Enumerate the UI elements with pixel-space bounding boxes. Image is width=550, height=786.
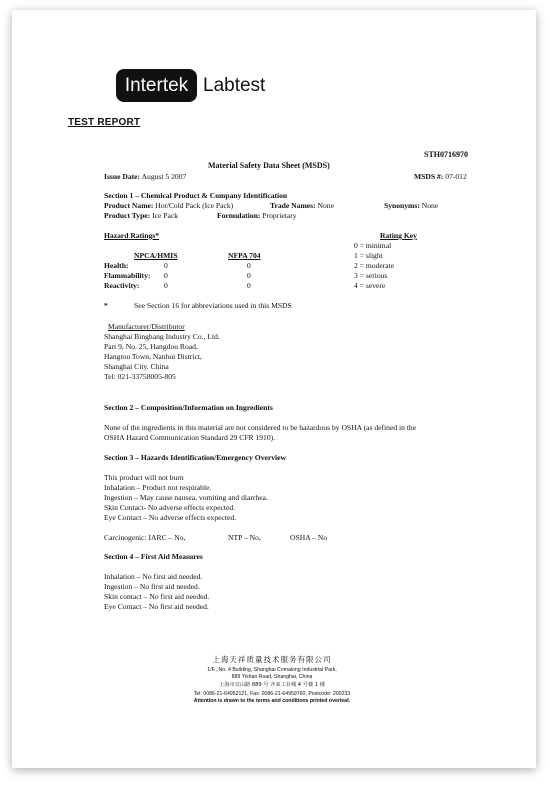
rating-key-heading: Rating Key [380, 231, 417, 240]
hazard-row-npca: 0 [164, 271, 168, 280]
manufacturer-line: Tel: 021-33758005-805 [104, 372, 176, 381]
issue-date: Issue Date: August 5 2007 [104, 172, 187, 181]
section-4-heading: Section 4 – First Aid Measures [104, 552, 203, 561]
section-2-text: None of the ingredients in this material are not considered to be hazardous by OSHA (as defined in the [104, 423, 417, 432]
npca-hmis-header: NPCA/HMIS [134, 251, 178, 260]
carcinogenic-osha: OSHA – No [290, 533, 328, 542]
product-name: Product Name: Hot/Cold Pack (Ice Pack) [104, 201, 234, 210]
product-type: Product Type: Ice Pack [104, 211, 179, 220]
section-3-line: Skin Contact- No adverse effects expected. [104, 503, 236, 512]
hazard-row-nfpa: 0 [247, 271, 251, 280]
section-4-line: Ingestion – No first aid needed. [104, 582, 200, 591]
section-3-line: Ingestion – May cause nausea, vomiting and diarrhea. [104, 493, 268, 502]
rating-key-item: 3 = serious [354, 271, 388, 280]
synonyms: Synonyms: None [384, 201, 439, 210]
section-4-line: Eye Contact – No first aid needed. [104, 602, 209, 611]
manufacturer-line: Shanghai Binghang Industry Co., Ltd. [104, 332, 220, 341]
hazard-row-label: Reactivity: [104, 281, 140, 290]
rating-key-item: 1 = slight [354, 251, 383, 260]
footer-address-line: 1/F., No. 4 Building, Shanghai Comalong Industrial Park, [207, 667, 337, 673]
test-report-label: TEST REPORT [68, 117, 141, 128]
footnote-star: * [104, 301, 108, 310]
document-page [12, 10, 536, 768]
formulation: Formulation: Proprietary [217, 211, 297, 220]
labtest-wordmark: Labtest [203, 75, 266, 96]
nfpa-704-header: NFPA 704 [228, 251, 261, 260]
report-number: STH0716970 [424, 150, 469, 159]
footer-notice: Attention is drawn to the terms and conditions printed overleaf. [193, 698, 351, 704]
manufacturer-line: Hangtou Town, Nanhui District, [104, 352, 202, 361]
carcinogenic-ntp: NTP – No, [228, 533, 261, 542]
section-3-line: Inhalation – Product not respirable. [104, 483, 212, 492]
footer-address-line: 889 Yishan Road, Shanghai, China [231, 674, 313, 680]
footnote-text: See Section 16 for abbreviations used in this MSDS [134, 301, 292, 310]
footer-chinese-name: 上海天祥质量技术服务有限公司 [212, 655, 332, 664]
hazard-row-nfpa: 0 [247, 261, 251, 270]
section-4-line: Skin contact – No first aid needed. [104, 592, 210, 601]
manufacturer-heading: Manufacturer/Distributor [108, 322, 185, 331]
section-1-heading: Section 1 – Chemical Product & Company Identification [104, 191, 288, 200]
section-3-heading: Section 3 – Hazards Identification/Emergency Overview [104, 453, 287, 462]
carcinogenic-iarc: Carcinogenic: IARC – No, [104, 533, 186, 542]
section-3-line: Eye Contact – No adverse effects expected. [104, 513, 237, 522]
intertek-logo: Intertek [116, 69, 197, 102]
hazard-row-npca: 0 [164, 261, 168, 270]
manufacturer-line: Part 9, No. 25, Hangdou Road, [104, 342, 198, 351]
section-4-line: Inhalation – No first aid needed. [104, 572, 203, 581]
msds-title: Material Safety Data Sheet (MSDS) [208, 161, 330, 170]
section-2-text: OSHA Hazard Communication Standard 29 CFR 1910). [104, 433, 276, 442]
hazard-ratings-heading: Hazard Ratings* [104, 231, 160, 240]
trade-names: Trade Names: None [270, 201, 334, 210]
footer-contact: Tel: 0086-21-64952121, Fax: 0086-21-64959760, Postcode: 200233 [193, 691, 351, 697]
hazard-row-npca: 0 [164, 281, 168, 290]
rating-key-item: 2 = moderate [354, 261, 395, 270]
hazard-row-nfpa: 0 [247, 281, 251, 290]
msds-number: MSDS #: 07-012 [414, 172, 467, 181]
hazard-row-label: Flammability: [104, 271, 151, 280]
footer-chinese-address: 上海市宜山路 889 号 齐来工业城 4 号楼 1 楼 [219, 682, 325, 688]
rating-key-item: 0 = minimal [354, 241, 392, 250]
manufacturer-line: Shanghai City. China [104, 362, 169, 371]
section-2-heading: Section 2 – Composition/Information on Ingredients [104, 403, 273, 412]
section-3-line: This product will not burn [104, 473, 184, 482]
hazard-row-label: Health: [104, 261, 129, 270]
rating-key-item: 4 = severe [354, 281, 386, 290]
